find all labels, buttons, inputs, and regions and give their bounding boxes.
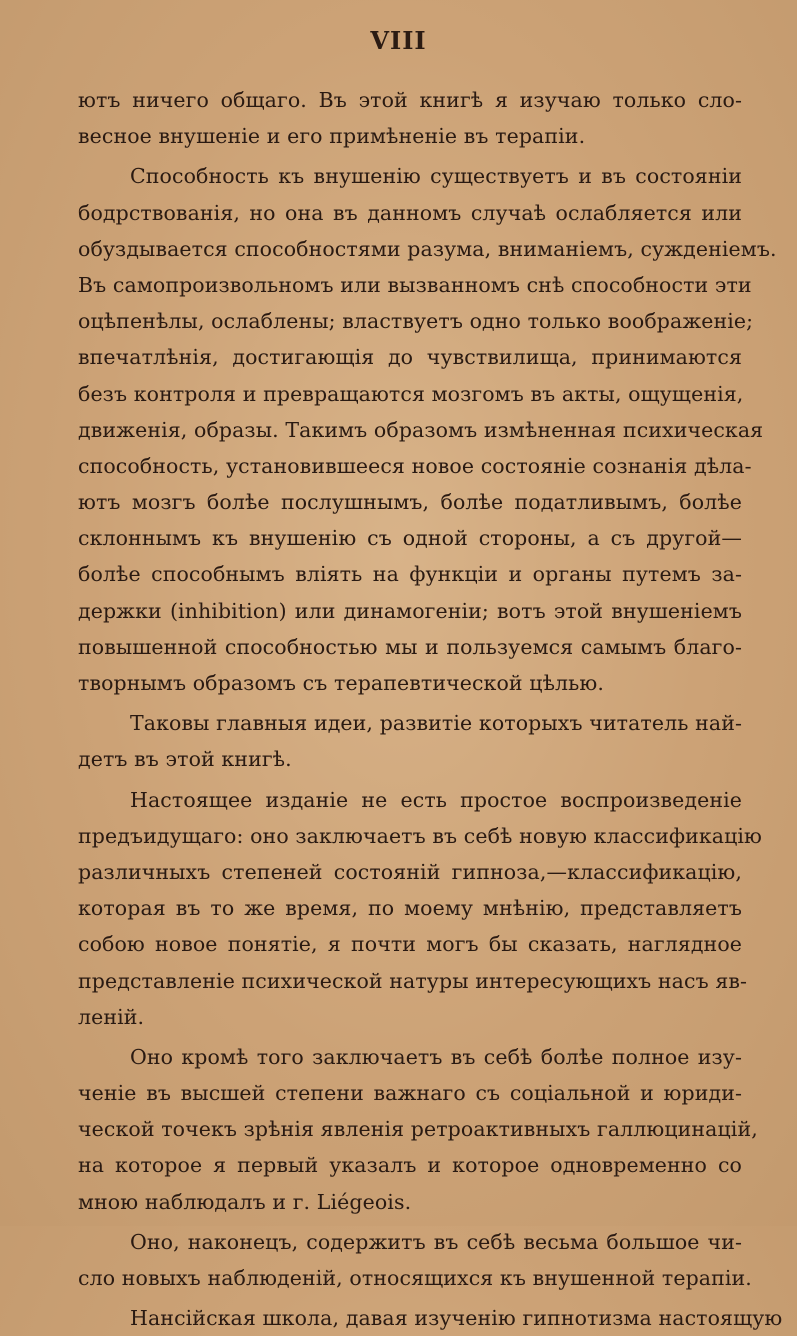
body-text (78, 82, 783, 1336)
paragraph-3 (78, 705, 742, 777)
text-line: на которое я первый указалъ и которое одновременно со (78, 1153, 742, 1178)
text-line: способность, установившееся новое состояніе сознанія дѣла- (78, 453, 752, 478)
text-line: ченіе въ высшей степени важнаго съ соціальной и юриди- (78, 1081, 742, 1106)
text-line: творнымъ образомъ съ терапевтической цѣлью. (78, 671, 604, 695)
paragraph-6 (78, 1224, 752, 1296)
text-line: собою новое понятіе, я почти могъ бы сказать, наглядное (78, 932, 742, 957)
text-line: ютъ ничего общаго. Въ этой книгѣ я изучаю только сло- (78, 88, 742, 112)
text-line: болѣе способнымъ вліять на функціи и органы путемъ за- (78, 562, 742, 587)
text-line: весное внушеніе и его примѣненіе въ терапіи. (78, 124, 586, 149)
paragraph-4 (78, 782, 762, 1035)
text-line: повышенной способностью мы и пользуемся самымъ благо- (78, 634, 742, 659)
text-line: детъ въ этой книгѣ. (78, 747, 292, 772)
paragraph-1 (78, 82, 742, 154)
text-line: Настоящее изданіе не есть простое воспроизведеніе (130, 787, 742, 812)
text-line: предъидущаго: оно заключаетъ въ себѣ новую классификацію (78, 823, 762, 848)
text-line: леній. (78, 1004, 145, 1029)
text-line: мною наблюдалъ и г. Liégeois. (78, 1189, 412, 1214)
text-line: оцѣпенѣлы, ослаблены; властвуетъ одно только воображеніе; (78, 309, 754, 334)
text-line: Оно, наконецъ, содержитъ въ себѣ весьма большое чи- (130, 1229, 742, 1254)
text-line: Оно кромѣ того заключаетъ въ себѣ болѣе полное изу- (130, 1044, 742, 1069)
text-line: впечатлѣнія, достигающія до чувствилища, принимаются (78, 345, 742, 370)
text-line: ютъ мозгъ болѣе послушнымъ, болѣе податливымъ, болѣе (78, 490, 742, 515)
text-line: представленіе психической натуры интересующихъ насъ яв- (78, 968, 748, 993)
text-line: которая въ то же время, по моему мнѣнію, представляетъ (78, 896, 742, 921)
text-line: движенія, образы. Такимъ образомъ измѣненная психическая (78, 417, 764, 442)
text-line: различныхъ степеней состояній гипноза,—классификацію, (78, 859, 742, 884)
text-line: Въ самопроизвольномъ или вызванномъ снѣ способности эти (78, 272, 752, 297)
paragraph-2 (78, 158, 777, 701)
text-line: держки (inhibition) или динамогеніи; вотъ этой внушеніемъ (78, 598, 742, 623)
text-line: безъ контроля и превращаются мозгомъ въ акты, ощущенія, (78, 381, 744, 406)
text-line: Нансійская школа, давая изученію гипнотизма настоящую (130, 1306, 783, 1331)
text-line: Способность къ внушенію существуетъ и въ состояніи (130, 164, 742, 189)
text-line: обуздывается способностями разума, вниманіемъ, сужденіемъ. (78, 236, 777, 261)
text-line: склоннымъ къ внушенію съ одной стороны, а съ другой— (78, 526, 742, 551)
text-line: Таковы главныя идеи, развитіе которыхъ читатель най- (130, 711, 742, 736)
paragraph-7 (78, 1300, 783, 1336)
text-line: бодрствованія, но она въ данномъ случаѣ ослабляется или (78, 200, 742, 225)
text-line: сло новыхъ наблюденій, относящихся къ внушенной терапіи. (78, 1266, 752, 1290)
page-number: VIII (370, 26, 427, 55)
text-line: ческой точекъ зрѣнія явленія ретроактивныхъ галлюцинацій, (78, 1117, 758, 1142)
paragraph-5 (78, 1039, 758, 1220)
